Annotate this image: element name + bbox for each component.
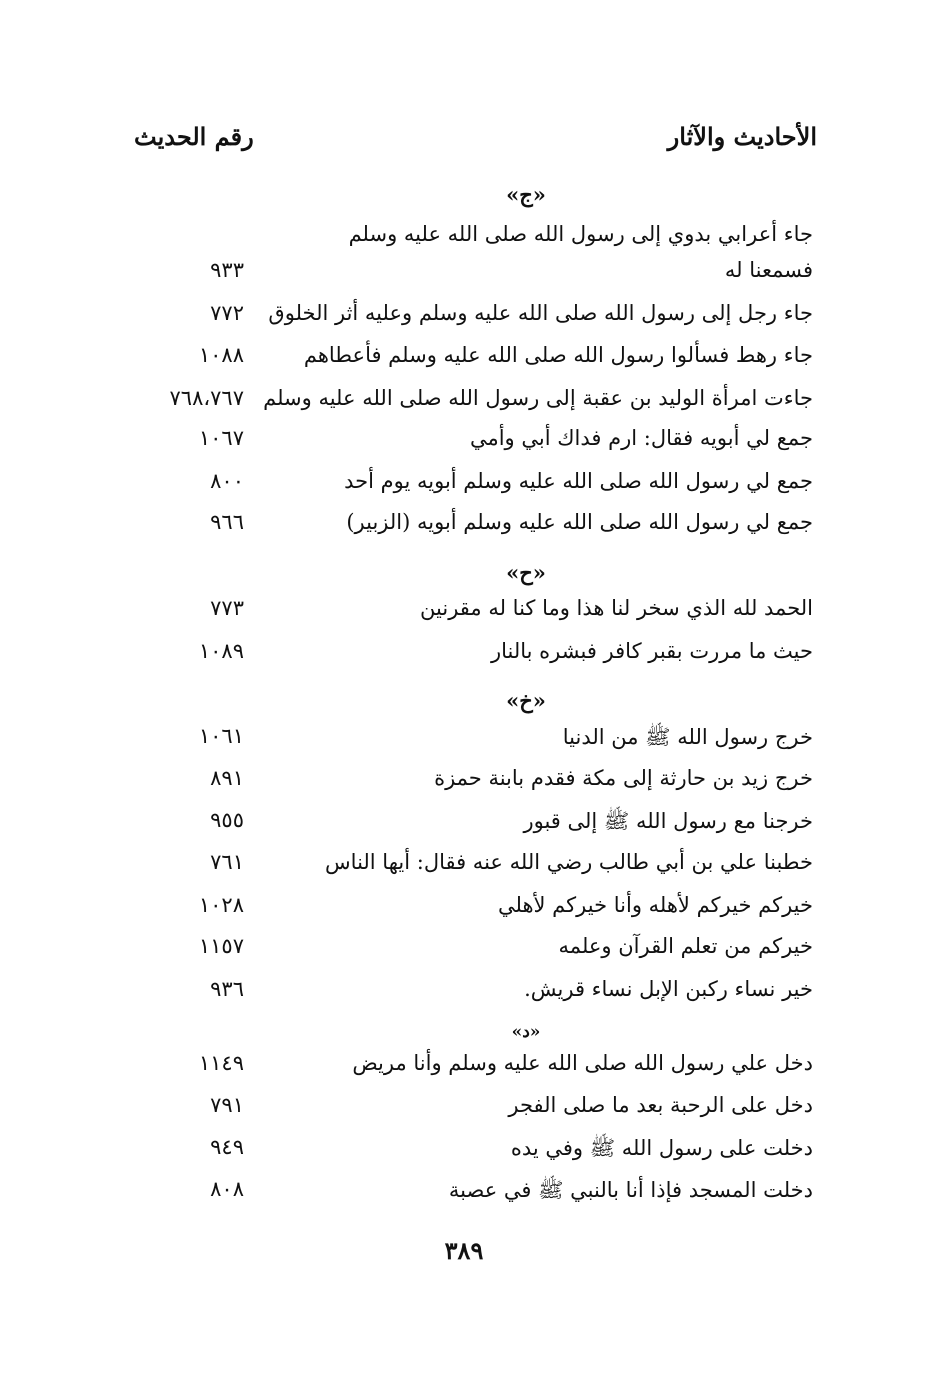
entry-number: ٨٠٠ (210, 469, 244, 493)
entry-text: جاء رجل إلى رسول الله صلى الله عليه وسلم وعليه أثر الخلوق (268, 301, 813, 325)
entry-text: دخلت المسجد فإذا أنا بالنبي ﷺ في عصبة (448, 1178, 813, 1202)
entry-text: خيركم خيركم لأهله وأنا خيركم لأهلي (498, 893, 813, 917)
entry-number: ٧٦١ (210, 850, 244, 874)
section-heading-jim: «ج» (506, 182, 546, 207)
entry-number: ١٠٦١ (198, 724, 244, 748)
entry-text: حيث ما مررت بقبر كافر فبشره بالنار (490, 639, 813, 663)
entry-number: ١٠٨٩ (198, 639, 244, 663)
column-title-hadith-number: رقم الحديث (134, 122, 254, 151)
entry-number: ٩٣٣ (210, 258, 244, 282)
entry-text: جاءت امرأة الوليد بن عقبة إلى رسول الله صلى الله عليه وسلم (263, 386, 813, 410)
entry-number: ١١٥٧ (198, 934, 244, 958)
entry-text: جاء رهط فسألوا رسول الله صلى الله عليه وسلم فأعطاهم (303, 343, 813, 367)
entry-text: خرج رسول الله ﷺ من الدنيا (562, 725, 813, 749)
entry-number: ٨٩١ (210, 766, 244, 790)
page-number: ٣٨٩ (444, 1236, 484, 1265)
entry-text: جمع لي رسول الله صلى الله عليه وسلم أبويه يوم أحد (344, 469, 813, 493)
entry-number: ٩٦٦ (210, 510, 244, 534)
section-heading-ha: «ح» (506, 560, 546, 585)
entry-text: فسمعنا له (724, 258, 813, 282)
entry-text: دخل على الرحبة بعد ما صلى الفجر (508, 1093, 813, 1117)
entry-text: دخلت على رسول الله ﷺ وفي يده (510, 1136, 813, 1160)
entry-text: جمع لي رسول الله صلى الله عليه وسلم أبويه (الزبير) (346, 510, 813, 534)
entry-number: ١٠٨٨ (198, 343, 244, 367)
entry-text: جمع لي أبويه فقال: ارم فداك أبي وأمي (469, 426, 813, 450)
entry-number: ٧٦٨،٧٦٧ (169, 386, 244, 410)
entry-number: ٩٥٥ (210, 808, 244, 832)
entry-number: ٧٧٣ (210, 596, 244, 620)
entry-number: ٧٧٢ (210, 301, 244, 325)
entry-text: خرج زيد بن حارثة إلى مكة فقدم بابنة حمزة (434, 766, 813, 790)
entry-number: ١٠٦٧ (198, 426, 244, 450)
section-heading-kha: «خ» (506, 688, 546, 713)
entry-text: خيركم من تعلم القرآن وعلمه (558, 934, 813, 958)
entry-text: خرجنا مع رسول الله ﷺ إلى قبور (523, 809, 813, 833)
entry-text: الحمد لله الذي سخر لنا هذا وما كنا له مقرنين (420, 596, 813, 620)
entry-number: ٨٠٨ (210, 1177, 244, 1201)
entry-number: ٩٤٩ (210, 1135, 244, 1159)
entry-number: ٧٩١ (210, 1093, 244, 1117)
entry-number: ٩٣٦ (210, 977, 244, 1001)
section-heading-dal: «د» (511, 1022, 541, 1042)
entry-text: دخل علي رسول الله صلى الله عليه وسلم وأنا مريض (352, 1051, 813, 1075)
entry-text: خطبنا علي بن أبي طالب رضي الله عنه فقال: أيها الناس (325, 850, 813, 874)
entry-number: ١٠٢٨ (198, 893, 244, 917)
column-title-hadiths: الأحاديث والآثار (667, 122, 817, 151)
entry-text: جاء أعرابي بدوي إلى رسول الله صلى الله عليه وسلم (348, 222, 813, 246)
entry-text: خير نساء ركبن الإبل نساء قريش. (524, 977, 813, 1001)
entry-number: ١١٤٩ (198, 1051, 244, 1075)
